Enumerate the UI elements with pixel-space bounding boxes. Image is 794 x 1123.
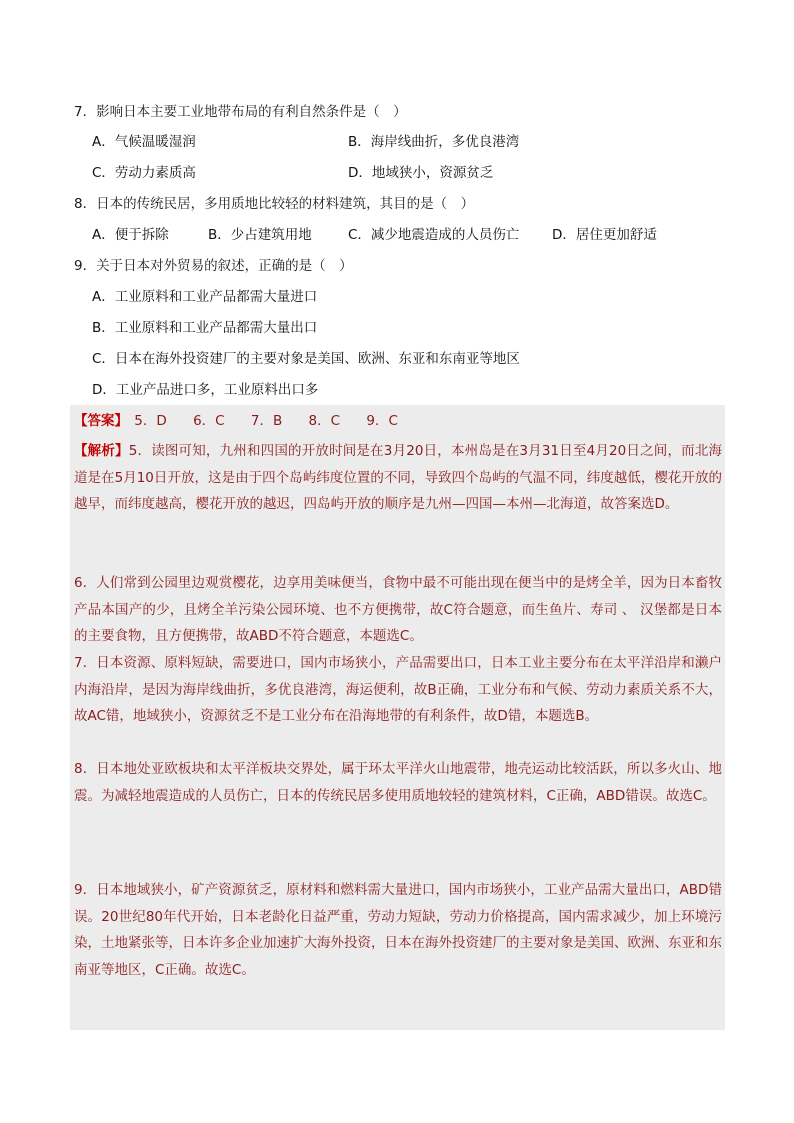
q8-option-d: D．居住更加舒适 <box>552 227 657 243</box>
q9-stem: 9．关于日本对外贸易的叙述，正确的是（ ） <box>74 258 353 274</box>
answer-key-8: 8．C <box>308 413 341 429</box>
q8-option-c: C．减少地震造成的人员伤亡 <box>348 227 520 243</box>
analysis-5-text: 5．读图可知，九州和四国的开放时间是在3月20日，本州岛是在3月31日至4月20日之间，而北海道是在5月10日开放，这是由于四个岛屿纬度位置的不同，导致四个岛屿的气温不同，纬度越低，樱花开放的越早，而纬度越高，樱花开放的越迟，四岛屿开放的顺序是九州—四国—本州—北海道，故答案选D。 <box>74 443 723 512</box>
analysis-6: 6．人们常到公园里边观赏樱花，边享用美味便当，食物中最不可能出现在便当中的是烤全羊，因为日本畜牧产品本国产的少，且烤全羊污染公园环境、也不方便携带，故C符合题意，而生鱼片、寿司 、 汉堡都是日本的主要食物，且方便携带，故ABD不符合题意，本题选C。 <box>74 575 722 644</box>
q9-option-c: C．日本在海外投资建厂的主要对象是美国、欧洲、东亚和东南亚等地区 <box>92 351 520 367</box>
q9-option-d: D．工业产品进口多，工业原料出口多 <box>92 382 319 398</box>
q8-stem: 8．日本的传统民居，多用质地比较轻的材料建筑，其目的是（ ） <box>74 196 475 212</box>
answer-tag: 【答案】 <box>74 413 128 429</box>
answer-key-line <box>74 411 420 431</box>
analysis-8: 8．日本地处亚欧板块和太平洋板块交界处，属于环太平洋火山地震带，地壳运动比较活跃，所以多火山、地震。为减轻地震造成的人员伤亡，日本的传统民居多使用质地较轻的建筑材料，C正确，ABD错误。故选C。 <box>74 761 722 804</box>
q7-stem: 7．影响日本主要工业地带布局的有利自然条件是（ ） <box>74 104 407 120</box>
answer-key-9: 9．C <box>366 413 398 429</box>
answer-key-6: 6．C <box>193 413 225 429</box>
analysis-9: 9．日本地域狭小，矿产资源贫乏，原材料和燃料需大量进口，国内市场狭小，工业产品需大量出口，ABD错误。20世纪80年代开始，日本老龄化日益严重，劳动力短缺，劳动力价格提高，国内需求减少，加上环境污染，土地紧张等，日本许多企业加速扩大海外投资，日本在海外投资建厂的主要对象是美国、欧洲、东亚和东南亚等地区，C正确。故选C。 <box>74 882 722 978</box>
q7-option-d: D．地域狭小，资源贫乏 <box>348 165 494 181</box>
analysis-7: 7．日本资源、原料短缺，需要进口，国内市场狭小，产品需要出口，日本工业主要分布在太平洋沿岸和濑户内海沿岸，是因为海岸线曲折，多优良港湾，海运便利，故B正确，工业分布和气候、劳动力素质关系不大，故AC错，地域狭小，资源贫乏不是工业分布在沿海地带的有利条件，故D错，本题选B。 <box>74 655 722 724</box>
q8-option-b: B．少占建筑用地 <box>208 227 312 243</box>
q8-option-a: A．便于拆除 <box>92 227 169 243</box>
answer-key-5: 5．D <box>134 413 167 429</box>
q7-option-b: B．海岸线曲折，多优良港湾 <box>348 134 520 150</box>
q9-option-a: A．工业原料和工业产品都需大量进口 <box>92 289 318 305</box>
analysis-5 <box>74 438 722 518</box>
q7-option-c: C．劳动力素质高 <box>92 165 196 181</box>
analysis-tag: 【解析】 <box>74 443 129 459</box>
q9-option-b: B．工业原料和工业产品都需大量出口 <box>92 320 318 336</box>
q7-option-a: A．气候温暖湿润 <box>92 134 196 150</box>
answer-key-7: 7．B <box>250 413 283 429</box>
